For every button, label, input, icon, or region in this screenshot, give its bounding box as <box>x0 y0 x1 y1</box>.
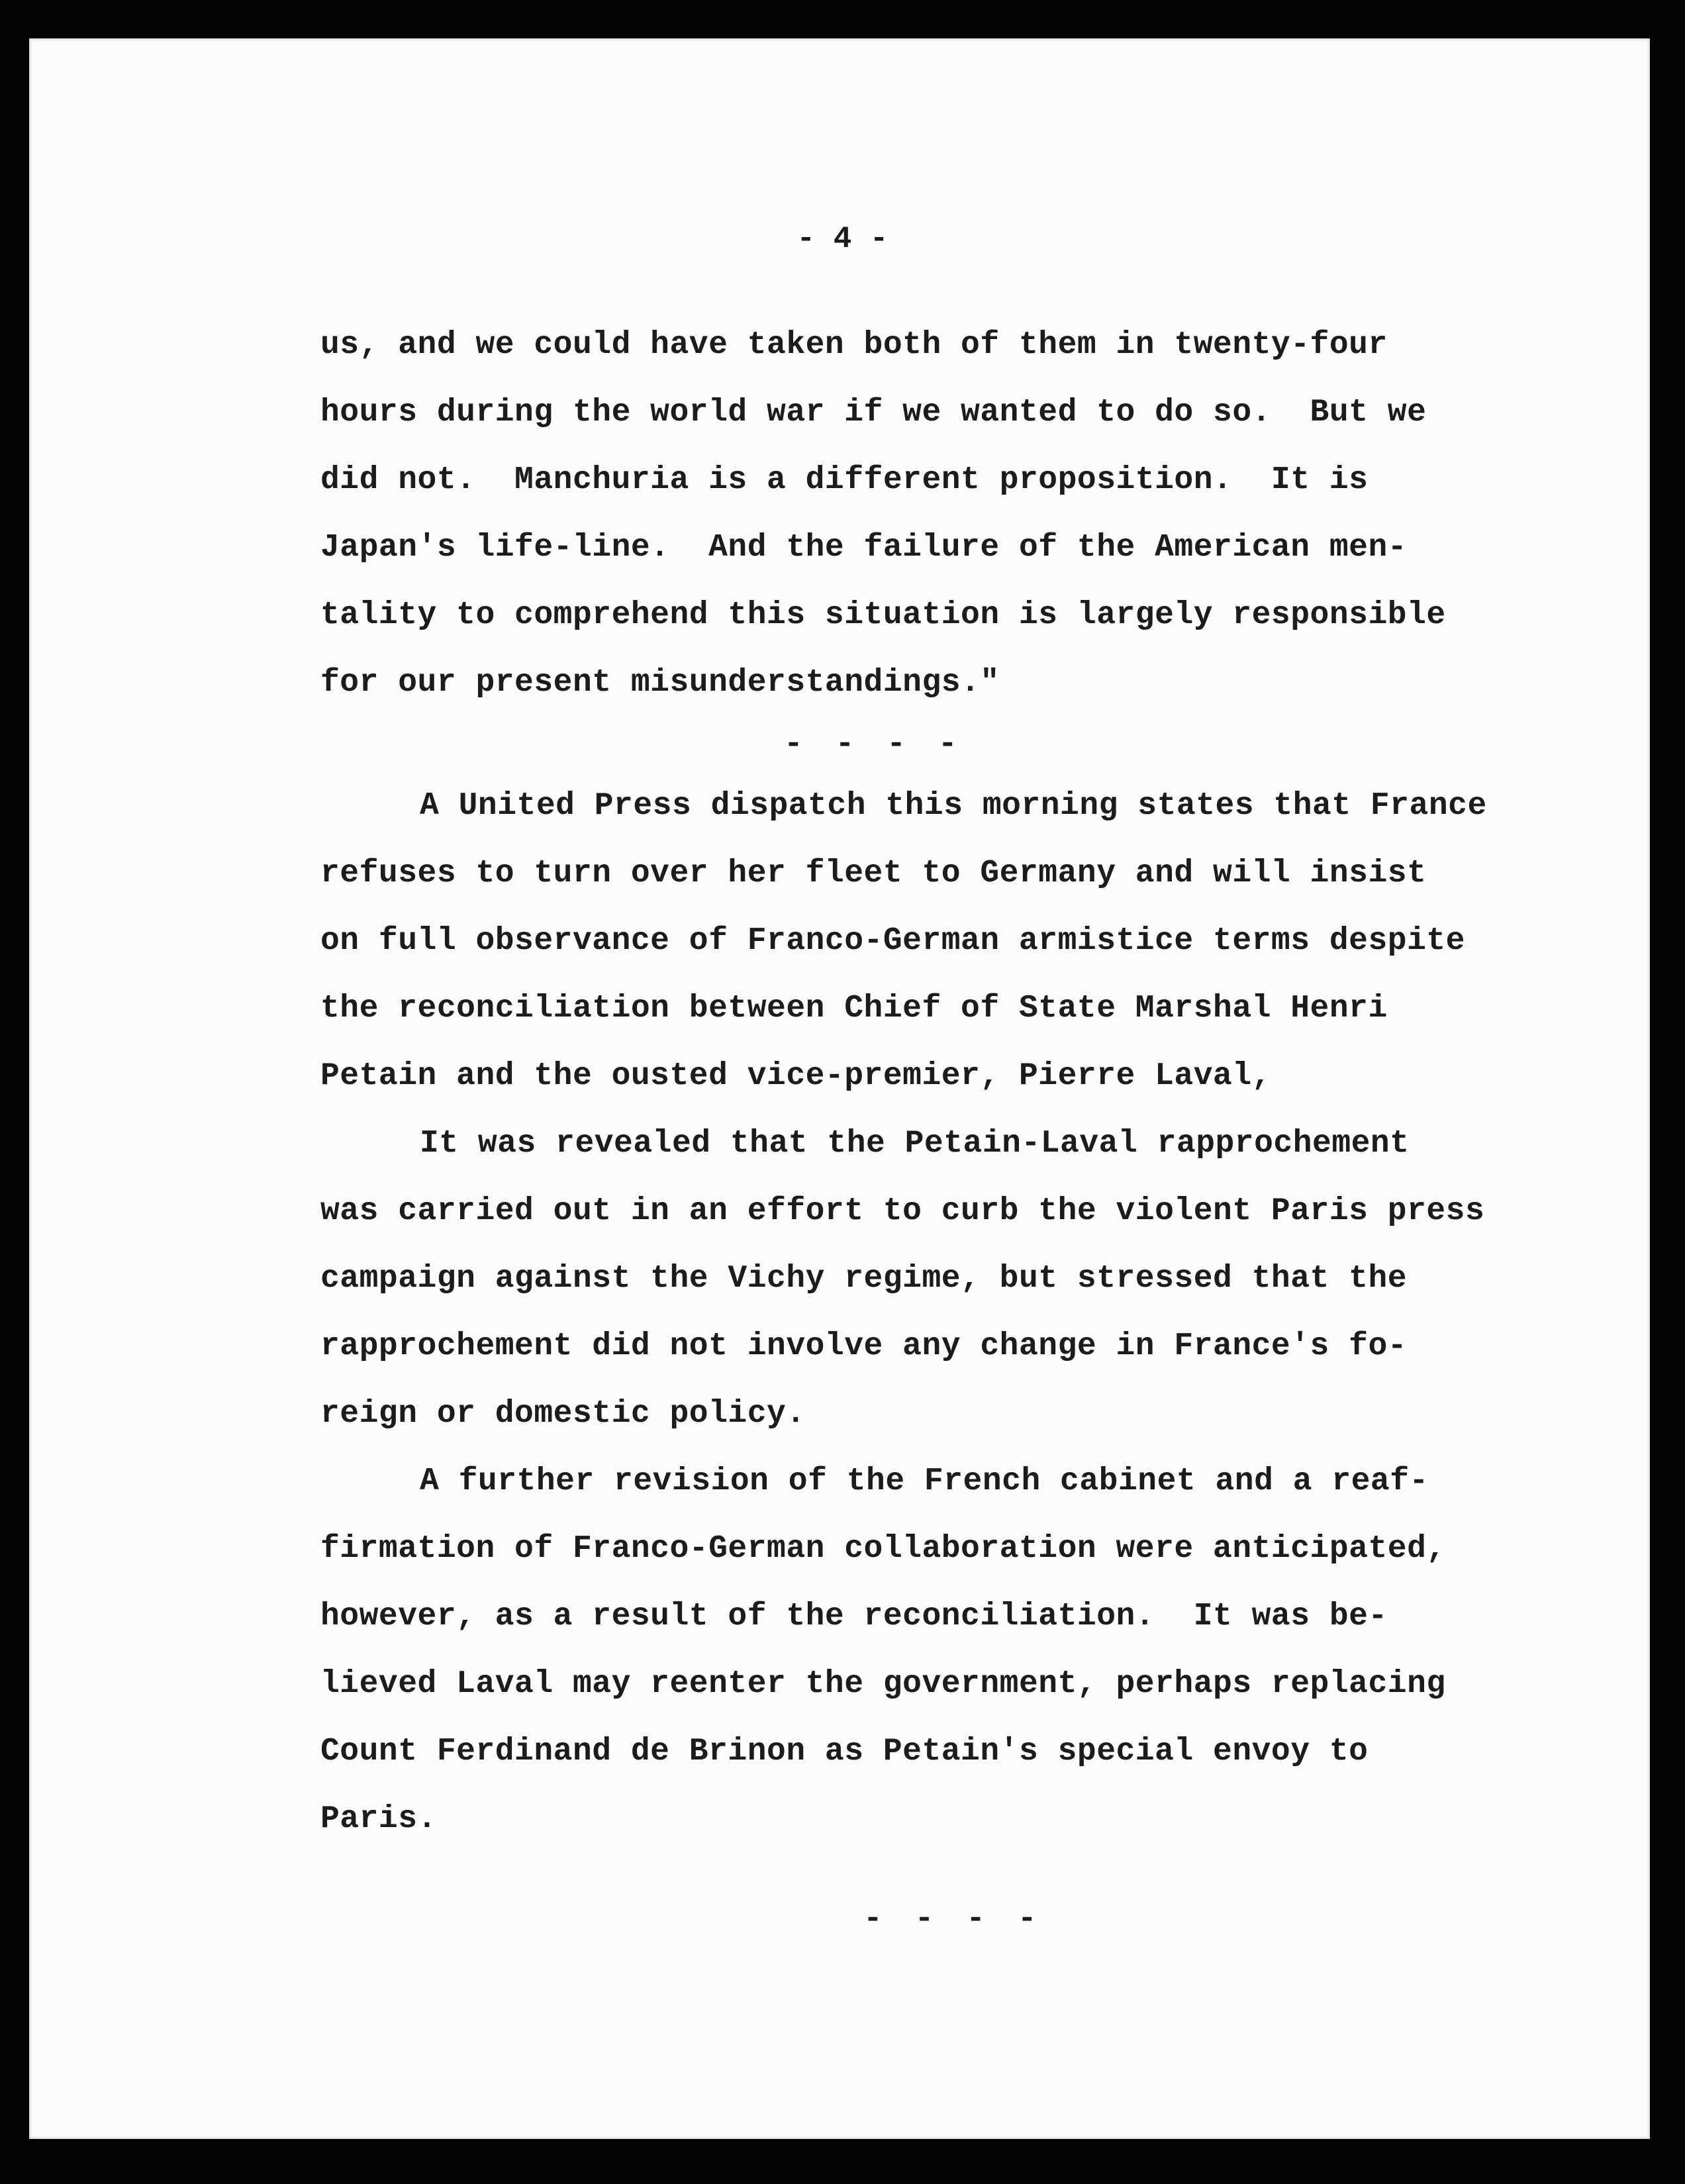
section-divider: - - - - <box>863 1901 1043 1937</box>
text-line: for our present misunderstandings." <box>320 665 1000 701</box>
text-line: firmation of Franco-German collaboration were anticipated, <box>320 1531 1446 1567</box>
text-line: It was revealed that the Petain-Laval rapprochement <box>420 1126 1410 1162</box>
text-line: rapprochement did not involve any change in France's fo- <box>320 1328 1408 1364</box>
text-line: the reconciliation between Chief of State Marshal Henri <box>320 991 1388 1026</box>
text-line: refuses to turn over her fleet to Germany and will insist <box>320 856 1427 891</box>
paragraph-2 <box>320 772 1545 1110</box>
text-line: however, as a result of the reconciliation. It was be- <box>320 1599 1388 1634</box>
text-line: Petain and the ousted vice-premier, Pierre Laval, <box>320 1058 1271 1094</box>
text-line: Paris. <box>320 1801 437 1837</box>
text-line: A United Press dispatch this morning states that France <box>420 788 1487 824</box>
text-line: on full observance of Franco-German armistice terms despite <box>320 923 1465 959</box>
section-divider: - - - - <box>784 726 964 762</box>
text-line: us, and we could have taken both of them in twenty-four <box>320 327 1388 363</box>
page-number: - 4 - <box>796 222 889 256</box>
text-line: lieved Laval may reenter the government, perhaps replacing <box>320 1666 1446 1702</box>
text-line: reign or domestic policy. <box>320 1396 806 1432</box>
text-line: hours during the world war if we wanted to do so. But we <box>320 395 1427 430</box>
text-line: campaign against the Vichy regime, but stressed that the <box>320 1261 1408 1297</box>
text-line: Count Ferdinand de Brinon as Petain's special envoy to <box>320 1734 1369 1769</box>
text-line: Japan's life-line. And the failure of the American men- <box>320 530 1408 566</box>
text-line: was carried out in an effort to curb the violent Paris press <box>320 1193 1485 1229</box>
text-line: did not. Manchuria is a different proposition. It is <box>320 462 1369 498</box>
paragraph-3 <box>320 1110 1545 1448</box>
paragraph-4 <box>320 1448 1545 1853</box>
paragraph-1 <box>320 311 1545 717</box>
text-line: A further revision of the French cabinet and a reaf- <box>420 1464 1429 1499</box>
text-line: tality to comprehend this situation is largely responsible <box>320 597 1446 633</box>
document-body <box>320 311 1545 1959</box>
